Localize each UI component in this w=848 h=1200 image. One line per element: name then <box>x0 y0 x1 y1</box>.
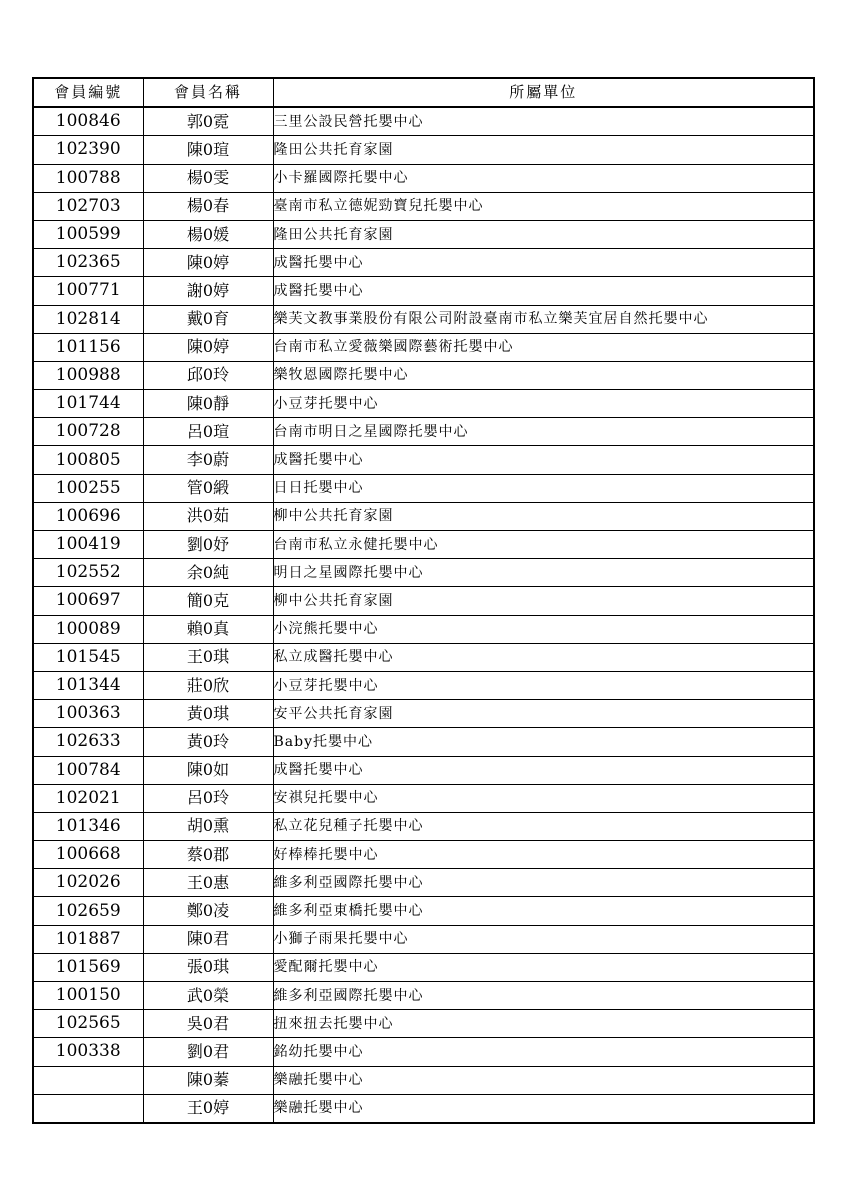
member-id-cell: 101744 <box>33 390 143 418</box>
member-id-cell: 101346 <box>33 812 143 840</box>
header-member-name: 會員名稱 <box>143 78 273 107</box>
unit-cell: 隆田公共托育家園 <box>273 220 814 248</box>
member-id-cell: 101344 <box>33 671 143 699</box>
member-name-cell: 陳0瑄 <box>143 136 273 164</box>
unit-cell: 樂芙文教事業股份有限公司附設臺南市私立樂芙宜居自然托嬰中心 <box>273 305 814 333</box>
table-row <box>33 869 814 897</box>
member-name-cell: 胡0熏 <box>143 812 273 840</box>
member-id-cell: 100805 <box>33 446 143 474</box>
table-row <box>33 671 814 699</box>
member-id-cell <box>33 1094 143 1123</box>
member-id-cell: 102552 <box>33 559 143 587</box>
member-name-cell: 呂0瑄 <box>143 418 273 446</box>
member-name-cell: 黃0玲 <box>143 728 273 756</box>
member-name-cell: 鄭0凌 <box>143 897 273 925</box>
table-row <box>33 841 814 869</box>
table-row <box>33 418 814 446</box>
member-id-cell: 100696 <box>33 502 143 530</box>
member-id-cell: 100988 <box>33 361 143 389</box>
header-unit: 所屬單位 <box>273 78 814 107</box>
unit-cell: 日日托嬰中心 <box>273 474 814 502</box>
table-row <box>33 1094 814 1123</box>
unit-cell: 柳中公共托育家園 <box>273 502 814 530</box>
unit-cell: 成醫托嬰中心 <box>273 446 814 474</box>
table-row <box>33 756 814 784</box>
unit-cell: 愛配爾托嬰中心 <box>273 953 814 981</box>
unit-cell: 明日之星國際托嬰中心 <box>273 559 814 587</box>
member-name-cell: 李0蔚 <box>143 446 273 474</box>
unit-cell: 安祺兒托嬰中心 <box>273 784 814 812</box>
unit-cell: 維多利亞國際托嬰中心 <box>273 869 814 897</box>
member-name-cell: 洪0茹 <box>143 502 273 530</box>
table-body <box>33 107 814 1123</box>
unit-cell: 私立成醫托嬰中心 <box>273 643 814 671</box>
member-id-cell: 102365 <box>33 249 143 277</box>
member-name-cell: 王0婷 <box>143 1094 273 1123</box>
unit-cell: 成醫托嬰中心 <box>273 756 814 784</box>
member-id-cell: 100846 <box>33 107 143 136</box>
table-row <box>33 925 814 953</box>
member-name-cell: 王0惠 <box>143 869 273 897</box>
member-name-cell: 楊0雯 <box>143 164 273 192</box>
member-id-cell: 100255 <box>33 474 143 502</box>
unit-cell: 樂融托嬰中心 <box>273 1066 814 1094</box>
member-name-cell: 楊0媛 <box>143 220 273 248</box>
member-id-cell: 102021 <box>33 784 143 812</box>
member-name-cell: 陳0如 <box>143 756 273 784</box>
table-row <box>33 502 814 530</box>
table-row <box>33 192 814 220</box>
unit-cell: 臺南市私立德妮勁寶兒托嬰中心 <box>273 192 814 220</box>
header-row <box>33 78 814 107</box>
unit-cell: 小浣熊托嬰中心 <box>273 615 814 643</box>
table-row <box>33 305 814 333</box>
table-row <box>33 136 814 164</box>
member-name-cell: 簡0克 <box>143 587 273 615</box>
table-row <box>33 700 814 728</box>
unit-cell: 安平公共托育家園 <box>273 700 814 728</box>
table-row <box>33 107 814 136</box>
member-name-cell: 王0琪 <box>143 643 273 671</box>
table-row <box>33 812 814 840</box>
member-id-cell: 102633 <box>33 728 143 756</box>
member-id-cell <box>33 1066 143 1094</box>
member-name-cell: 陳0君 <box>143 925 273 953</box>
unit-cell: 三里公設民營托嬰中心 <box>273 107 814 136</box>
member-name-cell: 黃0琪 <box>143 700 273 728</box>
member-name-cell: 余0純 <box>143 559 273 587</box>
member-id-cell: 100784 <box>33 756 143 784</box>
table-row <box>33 559 814 587</box>
member-id-cell: 100697 <box>33 587 143 615</box>
member-id-cell: 102814 <box>33 305 143 333</box>
table-row <box>33 531 814 559</box>
member-id-cell: 102026 <box>33 869 143 897</box>
member-id-cell: 102659 <box>33 897 143 925</box>
unit-cell: 小豆芽托嬰中心 <box>273 390 814 418</box>
unit-cell: 私立花兒種子托嬰中心 <box>273 812 814 840</box>
unit-cell: 樂牧恩國際托嬰中心 <box>273 361 814 389</box>
table-row <box>33 220 814 248</box>
unit-cell: 扭來扭去托嬰中心 <box>273 1010 814 1038</box>
member-id-cell: 101156 <box>33 333 143 361</box>
member-name-cell: 邱0玲 <box>143 361 273 389</box>
member-id-cell: 100728 <box>33 418 143 446</box>
unit-cell: 柳中公共托育家園 <box>273 587 814 615</box>
unit-cell: 台南市明日之星國際托嬰中心 <box>273 418 814 446</box>
table-row <box>33 164 814 192</box>
unit-cell: 隆田公共托育家園 <box>273 136 814 164</box>
member-id-cell: 102565 <box>33 1010 143 1038</box>
member-id-cell: 102703 <box>33 192 143 220</box>
member-id-cell: 100771 <box>33 277 143 305</box>
member-name-cell: 陳0婷 <box>143 333 273 361</box>
unit-cell: 台南市私立永健托嬰中心 <box>273 531 814 559</box>
member-id-cell: 100363 <box>33 700 143 728</box>
member-name-cell: 陳0靜 <box>143 390 273 418</box>
unit-cell: 維多利亞國際托嬰中心 <box>273 982 814 1010</box>
table-row <box>33 615 814 643</box>
unit-cell: 小卡羅國際托嬰中心 <box>273 164 814 192</box>
member-id-cell: 100419 <box>33 531 143 559</box>
unit-cell: 成醫托嬰中心 <box>273 249 814 277</box>
table-row <box>33 982 814 1010</box>
table-row <box>33 333 814 361</box>
table-header <box>33 78 814 107</box>
table-row <box>33 277 814 305</box>
unit-cell: 銘幼托嬰中心 <box>273 1038 814 1066</box>
table-row <box>33 390 814 418</box>
member-name-cell: 劉0君 <box>143 1038 273 1066</box>
member-id-cell: 101569 <box>33 953 143 981</box>
member-name-cell: 吳0君 <box>143 1010 273 1038</box>
table-row <box>33 897 814 925</box>
member-id-cell: 100089 <box>33 615 143 643</box>
table-row <box>33 249 814 277</box>
table-row <box>33 1010 814 1038</box>
unit-cell: 成醫托嬰中心 <box>273 277 814 305</box>
member-name-cell: 楊0春 <box>143 192 273 220</box>
member-name-cell: 賴0真 <box>143 615 273 643</box>
member-id-cell: 100338 <box>33 1038 143 1066</box>
member-id-cell: 100150 <box>33 982 143 1010</box>
member-name-cell: 呂0玲 <box>143 784 273 812</box>
table-row <box>33 643 814 671</box>
member-name-cell: 蔡0郡 <box>143 841 273 869</box>
member-id-cell: 100668 <box>33 841 143 869</box>
member-name-cell: 陳0婷 <box>143 249 273 277</box>
member-name-cell: 戴0育 <box>143 305 273 333</box>
member-name-cell: 張0琪 <box>143 953 273 981</box>
member-name-cell: 郭0霓 <box>143 107 273 136</box>
member-name-cell: 陳0蓁 <box>143 1066 273 1094</box>
table-row <box>33 361 814 389</box>
unit-cell: 台南市私立愛薇樂國際藝術托嬰中心 <box>273 333 814 361</box>
member-id-cell: 100788 <box>33 164 143 192</box>
member-name-cell: 管0緞 <box>143 474 273 502</box>
member-id-cell: 102390 <box>33 136 143 164</box>
header-member-id: 會員編號 <box>33 78 143 107</box>
table-row <box>33 1038 814 1066</box>
table-row <box>33 953 814 981</box>
unit-cell: 小豆芽托嬰中心 <box>273 671 814 699</box>
table-row <box>33 784 814 812</box>
member-id-cell: 101545 <box>33 643 143 671</box>
table-row <box>33 474 814 502</box>
member-id-cell: 101887 <box>33 925 143 953</box>
member-name-cell: 武0榮 <box>143 982 273 1010</box>
member-name-cell: 莊0欣 <box>143 671 273 699</box>
unit-cell: 小獅子雨果托嬰中心 <box>273 925 814 953</box>
table-row <box>33 446 814 474</box>
table-row <box>33 1066 814 1094</box>
table-row <box>33 728 814 756</box>
unit-cell: Baby托嬰中心 <box>273 728 814 756</box>
table-row <box>33 587 814 615</box>
unit-cell: 維多利亞東橋托嬰中心 <box>273 897 814 925</box>
unit-cell: 好棒棒托嬰中心 <box>273 841 814 869</box>
member-table <box>32 77 815 1124</box>
unit-cell: 樂融托嬰中心 <box>273 1094 814 1123</box>
member-name-cell: 劉0妤 <box>143 531 273 559</box>
member-name-cell: 謝0婷 <box>143 277 273 305</box>
member-id-cell: 100599 <box>33 220 143 248</box>
